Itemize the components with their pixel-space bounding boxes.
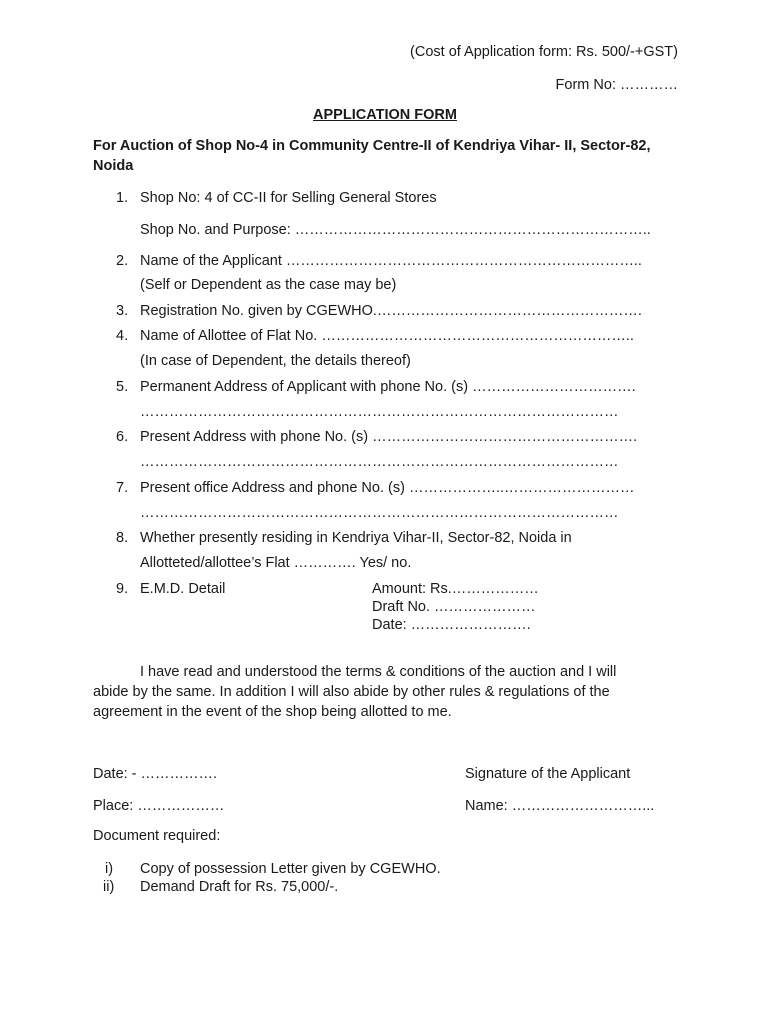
subtitle-line-2: Noida bbox=[93, 158, 134, 174]
footer-date: Date: - ……………. bbox=[93, 766, 218, 782]
item-number-1: 1. bbox=[116, 190, 129, 206]
item-self-dependent-note: (Self or Dependent as the case may be) bbox=[140, 277, 397, 293]
item-permanent-address-line2: ……………………………………………………………………………………… bbox=[140, 404, 619, 420]
declaration-line-1: I have read and understood the terms & conditions of the auction and I will bbox=[140, 664, 617, 680]
item-number-7: 7. bbox=[116, 480, 129, 496]
document-item-2: Demand Draft for Rs. 75,000/-. bbox=[140, 879, 339, 895]
item-shop-no: Shop No: 4 of CC-II for Selling General Stores bbox=[140, 190, 437, 206]
item-number-8: 8. bbox=[116, 530, 129, 546]
item-office-address-line2: ……………………………………………………………………………………… bbox=[140, 505, 619, 521]
form-number: Form No: ………… bbox=[555, 77, 678, 93]
signature-label: Signature of the Applicant bbox=[465, 766, 631, 782]
item-dependent-note: (In case of Dependent, the details thereof) bbox=[140, 353, 411, 369]
item-registration-no: Registration No. given by CGEWHO.………………………………………………. bbox=[140, 303, 642, 319]
item-present-address-line2: ……………………………………………………………………………………… bbox=[140, 454, 619, 470]
item-applicant-name: Name of the Applicant ……………………………………………………………….. bbox=[140, 253, 642, 269]
item-residing-question-line2: Allotteted/allottee’s Flat …………. Yes/ no. bbox=[140, 555, 412, 571]
footer-name: Name: ………………………... bbox=[465, 798, 655, 814]
declaration-line-3: agreement in the event of the shop being allotted to me. bbox=[93, 704, 452, 720]
document-number-2: ii) bbox=[103, 879, 115, 895]
emd-draft-no: Draft No. ………………… bbox=[372, 599, 536, 615]
cost-note: (Cost of Application form: Rs. 500/-+GST) bbox=[410, 44, 678, 60]
item-present-address: Present Address with phone No. (s) ………………………………………………. bbox=[140, 429, 638, 445]
item-allottee-name: Name of Allottee of Flat No. ……………………………………………………….. bbox=[140, 328, 634, 344]
item-permanent-address: Permanent Address of Applicant with phone No. (s) ……………………………. bbox=[140, 379, 636, 395]
item-number-4: 4. bbox=[116, 328, 129, 344]
item-number-9: 9. bbox=[116, 581, 129, 597]
item-number-5: 5. bbox=[116, 379, 129, 395]
document-number-1: i) bbox=[105, 861, 114, 877]
documents-heading: Document required: bbox=[93, 828, 221, 844]
emd-amount: Amount: Rs.……………… bbox=[372, 581, 539, 597]
item-number-3: 3. bbox=[116, 303, 129, 319]
item-emd-detail: E.M.D. Detail bbox=[140, 581, 226, 597]
item-number-2: 2. bbox=[116, 253, 129, 269]
item-shop-purpose: Shop No. and Purpose: ……………………………………………………………….. bbox=[140, 222, 651, 238]
emd-date: Date: ……………………. bbox=[372, 617, 531, 633]
declaration-line-2: abide by the same. In addition I will also abide by other rules & regulations of the bbox=[93, 684, 610, 700]
form-title: APPLICATION FORM bbox=[313, 107, 457, 123]
item-residing-question: Whether presently residing in Kendriya Vihar-II, Sector-82, Noida in bbox=[140, 530, 572, 546]
item-number-6: 6. bbox=[116, 429, 129, 445]
footer-place: Place: ……………… bbox=[93, 798, 225, 814]
subtitle-line-1: For Auction of Shop No-4 in Community Centre-II of Kendriya Vihar- II, Sector-82, bbox=[93, 138, 651, 154]
item-office-address: Present office Address and phone No. (s) ………………..……………………… bbox=[140, 480, 635, 496]
document-item-1: Copy of possession Letter given by CGEWHO. bbox=[140, 861, 441, 877]
